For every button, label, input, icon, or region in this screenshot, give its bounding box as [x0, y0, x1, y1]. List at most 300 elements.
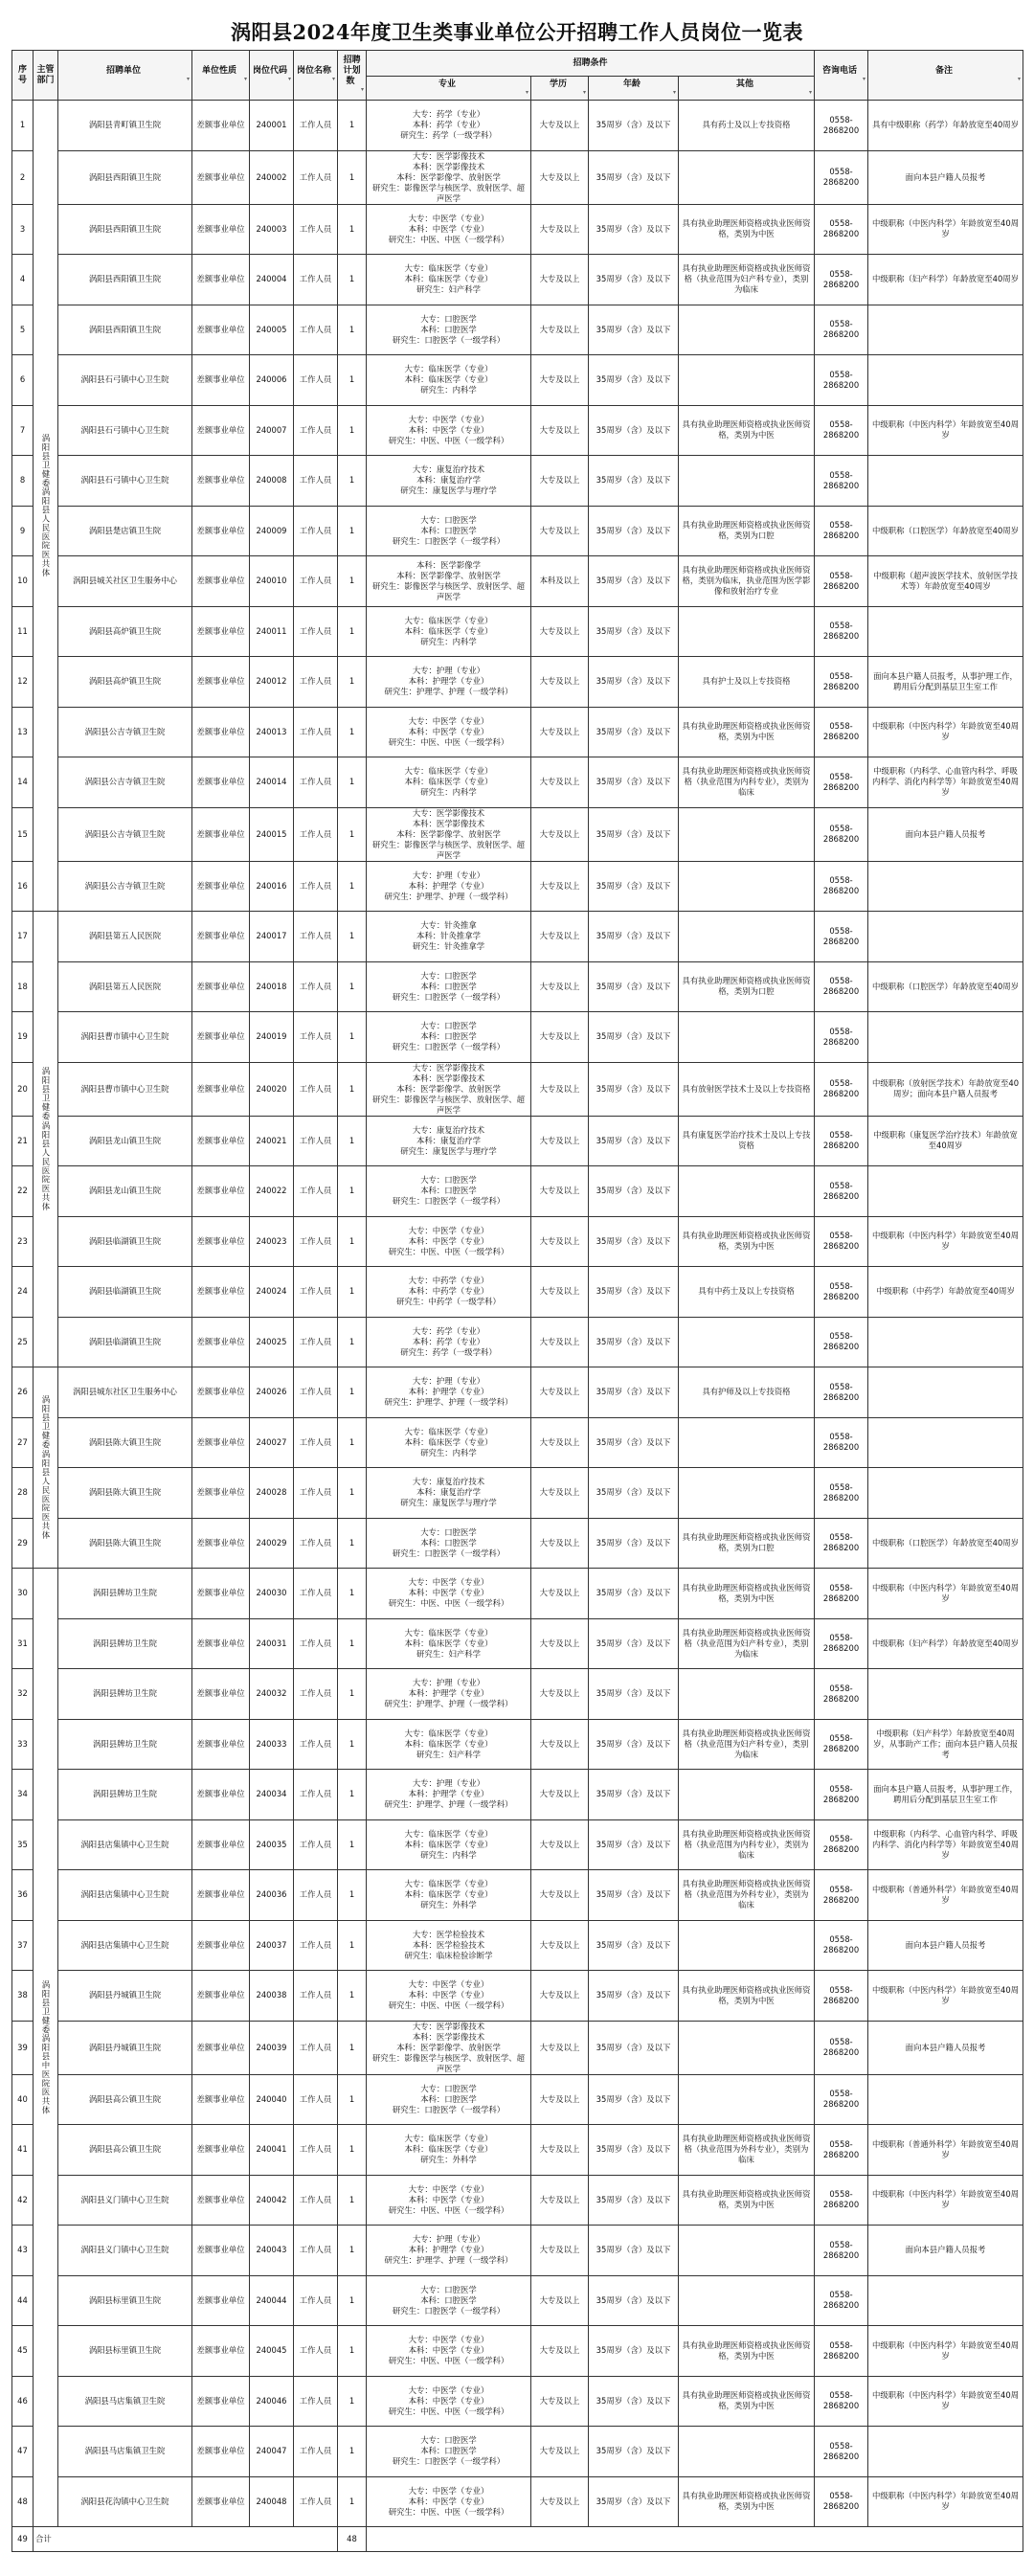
row-code: 240032 — [250, 1669, 294, 1720]
row-note — [868, 861, 1023, 912]
header-code[interactable] — [250, 51, 294, 101]
table-row — [12, 2376, 1023, 2427]
row-plan: 1 — [338, 255, 367, 305]
row-other: 具有中药士及以上专技资格 — [679, 1267, 815, 1318]
row-edu: 大专及以上 — [531, 1719, 589, 1770]
total-label: 合计 — [34, 2527, 338, 2552]
dept-name: 涡阳县中医院医共体 — [41, 2033, 51, 2115]
row-age: 35周岁（含）及以下 — [589, 305, 679, 355]
filter-icon[interactable]: ▾ — [1018, 76, 1022, 82]
row-code: 240008 — [250, 456, 294, 507]
row-plan: 1 — [338, 912, 367, 962]
page-title: 涡阳县2024年度卫生类事业单位公开招聘工作人员岗位一览表 — [231, 20, 803, 44]
filter-icon[interactable]: ▾ — [331, 76, 335, 82]
row-nature: 差额事业单位 — [192, 1569, 250, 1619]
row-plan: 1 — [338, 861, 367, 912]
positions-table — [11, 50, 1023, 2552]
table-row — [12, 355, 1023, 406]
table-row — [12, 1012, 1023, 1063]
filter-icon[interactable]: ▾ — [287, 76, 291, 82]
row-other: 具有执业助理医师资格或执业医师资格，类别为中医 — [679, 2476, 815, 2527]
header-tel-label: 咨询电话 — [822, 66, 858, 76]
row-seq: 46 — [12, 2376, 34, 2427]
header-edu[interactable] — [531, 77, 589, 101]
table-row — [12, 1920, 1023, 1971]
header-plan-label: 招聘计划数 — [343, 56, 361, 86]
row-post: 工作人员 — [294, 1920, 338, 1971]
row-other: 具有执业助理医师资格或执业医师资格，类别为中医 — [679, 2376, 815, 2427]
row-unit: 涡阳县公吉寺镇卫生院 — [58, 757, 192, 808]
row-seq: 47 — [12, 2427, 34, 2477]
row-nature: 差额事业单位 — [192, 1317, 250, 1367]
row-tel: 0558-2868200 — [815, 1569, 868, 1619]
row-post: 工作人员 — [294, 1166, 338, 1217]
dept-label: 涡阳县卫健委 — [41, 1395, 51, 1450]
row-code: 240038 — [250, 1971, 294, 2022]
row-age: 35周岁（含）及以下 — [589, 1116, 679, 1166]
row-edu: 大专及以上 — [531, 1216, 589, 1267]
filter-icon[interactable]: ▾ — [186, 76, 190, 82]
row-age: 35周岁（含）及以下 — [589, 1267, 679, 1318]
row-tel: 0558-2868200 — [815, 456, 868, 507]
table-row — [12, 1468, 1023, 1519]
dept-label: 涡阳县卫健委 — [41, 1067, 51, 1121]
row-major: 大专：护理（专业） 本科：护理学（专业） 研究生：护理学、护理（一级学科） — [367, 657, 531, 708]
row-nature: 差额事业单位 — [192, 1618, 250, 1669]
row-other: 具有执业助理医师资格或执业医师资格，类别为中医 — [679, 2175, 815, 2226]
row-unit: 涡阳县陈大镇卫生院 — [58, 1518, 192, 1569]
row-other — [679, 2021, 815, 2074]
row-tel: 0558-2868200 — [815, 1166, 868, 1217]
row-plan: 1 — [338, 606, 367, 657]
row-seq: 27 — [12, 1417, 34, 1468]
row-age: 35周岁（含）及以下 — [589, 2175, 679, 2226]
row-code: 240028 — [250, 1468, 294, 1519]
row-major: 大专：临床医学（专业） 本科：临床医学（专业） 研究生：妇产科学 — [367, 1618, 531, 1669]
filter-icon[interactable]: ▾ — [809, 88, 813, 96]
row-note: 具有中级职称（药学）年龄放宽至40周岁 — [868, 101, 1023, 151]
row-note — [868, 456, 1023, 507]
row-edu: 大专及以上 — [531, 456, 589, 507]
row-tel: 0558-2868200 — [815, 1870, 868, 1921]
row-nature: 差额事业单位 — [192, 657, 250, 708]
row-age: 35周岁（含）及以下 — [589, 2074, 679, 2125]
row-note — [868, 305, 1023, 355]
row-edu: 大专及以上 — [531, 912, 589, 962]
row-tel: 0558-2868200 — [815, 1518, 868, 1569]
row-seq: 41 — [12, 2125, 34, 2176]
row-code: 240020 — [250, 1062, 294, 1116]
row-plan: 1 — [338, 1267, 367, 1318]
row-other: 具有执业助理医师资格或执业医师资格，类别为中医 — [679, 1216, 815, 1267]
row-post: 工作人员 — [294, 556, 338, 607]
row-other: 具有护师及以上专技资格 — [679, 1367, 815, 1418]
row-note: 中级职称（妇产科学）年龄放宽至40周岁 — [868, 1618, 1023, 1669]
row-other: 具有执业助理医师资格或执业医师资格，类别为中医 — [679, 1569, 815, 1619]
total-row — [12, 2527, 1023, 2552]
dept-cell — [34, 101, 58, 912]
row-post: 工作人员 — [294, 1216, 338, 1267]
row-code: 240039 — [250, 2021, 294, 2074]
row-plan: 1 — [338, 556, 367, 607]
row-plan: 1 — [338, 2021, 367, 2074]
row-code: 240048 — [250, 2476, 294, 2527]
row-tel: 0558-2868200 — [815, 1062, 868, 1116]
row-post: 工作人员 — [294, 1870, 338, 1921]
row-seq: 23 — [12, 1216, 34, 1267]
table-row — [12, 101, 1023, 151]
row-major: 大专：护理（专业） 本科：护理学（专业） 研究生：护理学、护理（一级学科） — [367, 1770, 531, 1820]
filter-icon[interactable]: ▾ — [672, 88, 676, 96]
row-seq: 4 — [12, 255, 34, 305]
row-unit: 涡阳县牌坊卫生院 — [58, 1719, 192, 1770]
row-note: 中级职称（中医内科学）年龄放宽至40周岁 — [868, 204, 1023, 255]
row-age: 35周岁（含）及以下 — [589, 707, 679, 757]
row-unit: 涡阳县花沟镇中心卫生院 — [58, 2476, 192, 2527]
row-post: 工作人员 — [294, 2275, 338, 2326]
row-post: 工作人员 — [294, 1468, 338, 1519]
row-tel: 0558-2868200 — [815, 1317, 868, 1367]
row-other — [679, 150, 815, 204]
row-major: 大专：中医学（专业） 本科：中医学（专业） 研究生：中医、中医（一级学科） — [367, 707, 531, 757]
table-row — [12, 2427, 1023, 2477]
row-seq: 11 — [12, 606, 34, 657]
table-row — [12, 1669, 1023, 1720]
header-post[interactable] — [294, 51, 338, 101]
row-major: 大专：护理（专业） 本科：护理学（专业） 研究生：护理学、护理（一级学科） — [367, 1367, 531, 1418]
row-age: 35周岁（含）及以下 — [589, 2376, 679, 2427]
row-post: 工作人员 — [294, 2226, 338, 2276]
row-other — [679, 1468, 815, 1519]
row-major: 大专：口腔医学 本科：口腔医学 研究生：口腔医学（一级学科） — [367, 961, 531, 1012]
row-note: 中级职称（中医内科学）年龄放宽至40周岁 — [868, 2376, 1023, 2427]
row-post: 工作人员 — [294, 961, 338, 1012]
row-major: 大专：口腔医学 本科：口腔医学 研究生：口腔医学（一级学科） — [367, 1012, 531, 1063]
row-post: 工作人员 — [294, 506, 338, 556]
row-tel: 0558-2868200 — [815, 556, 868, 607]
row-post: 工作人员 — [294, 1819, 338, 1870]
row-other — [679, 1920, 815, 1971]
table-row — [12, 1216, 1023, 1267]
row-other: 具有执业助理医师资格或执业医师资格（执业范围为妇产科专业），类别为临床 — [679, 1618, 815, 1669]
row-post: 工作人员 — [294, 1062, 338, 1116]
header-edu-label: 学历 — [549, 79, 567, 89]
row-major: 大专：护理（专业） 本科：护理学（专业） 研究生：护理学、护理（一级学科） — [367, 2226, 531, 2276]
row-nature: 差额事业单位 — [192, 150, 250, 204]
table-row — [12, 1569, 1023, 1619]
row-seq: 30 — [12, 1569, 34, 1619]
row-edu: 大专及以上 — [531, 2226, 589, 2276]
row-age: 35周岁（含）及以下 — [589, 1870, 679, 1921]
row-nature: 差额事业单位 — [192, 2275, 250, 2326]
row-major: 大专：医学影像技术 本科：医学影像技术 本科：医学影像学、放射医学 研究生：影像医学与核医学、放射医学、超声医学 — [367, 2021, 531, 2074]
row-edu: 大专及以上 — [531, 355, 589, 406]
row-code: 240013 — [250, 707, 294, 757]
row-note — [868, 2275, 1023, 2326]
row-other: 具有执业助理医师资格或执业医师资格，类别为中医 — [679, 204, 815, 255]
row-post: 工作人员 — [294, 1770, 338, 1820]
row-age: 35周岁（含）及以下 — [589, 1367, 679, 1418]
row-major: 大专：康复治疗技术 本科：康复治疗学 研究生：康复医学与理疗学 — [367, 1468, 531, 1519]
row-age: 35周岁（含）及以下 — [589, 961, 679, 1012]
row-age: 35周岁（含）及以下 — [589, 657, 679, 708]
filter-icon[interactable]: ▾ — [525, 88, 528, 96]
row-tel: 0558-2868200 — [815, 305, 868, 355]
row-seq: 16 — [12, 861, 34, 912]
row-edu: 大专及以上 — [531, 1518, 589, 1569]
row-age: 35周岁（含）及以下 — [589, 1819, 679, 1870]
row-code: 240047 — [250, 2427, 294, 2477]
row-nature: 差额事业单位 — [192, 807, 250, 861]
row-post: 工作人员 — [294, 2175, 338, 2226]
row-post: 工作人员 — [294, 101, 338, 151]
row-plan: 1 — [338, 1819, 367, 1870]
row-post: 工作人员 — [294, 606, 338, 657]
row-plan: 1 — [338, 355, 367, 406]
row-tel: 0558-2868200 — [815, 961, 868, 1012]
row-post: 工作人员 — [294, 2326, 338, 2377]
table-row — [12, 606, 1023, 657]
row-plan: 1 — [338, 305, 367, 355]
row-code: 240003 — [250, 204, 294, 255]
row-nature: 差额事业单位 — [192, 1417, 250, 1468]
row-code: 240041 — [250, 2125, 294, 2176]
row-edu: 大专及以上 — [531, 1367, 589, 1418]
row-note: 面向本县户籍人员报考，从事护理工作，聘用后分配到基层卫生室工作 — [868, 657, 1023, 708]
row-nature: 差额事业单位 — [192, 912, 250, 962]
row-other: 具有执业助理医师资格或执业医师资格，类别为中医 — [679, 2326, 815, 2377]
row-unit: 涡阳县西阳镇卫生院 — [58, 150, 192, 204]
row-plan: 1 — [338, 2376, 367, 2427]
row-other: 具有执业助理医师资格或执业医师资格，类别为临床，执业范围为医学影像和放射治疗专业 — [679, 556, 815, 607]
row-nature: 差额事业单位 — [192, 1468, 250, 1519]
table-row — [12, 2175, 1023, 2226]
filter-icon[interactable]: ▾ — [360, 86, 364, 93]
header-row — [12, 51, 1023, 77]
row-other — [679, 2074, 815, 2125]
table-row — [12, 1166, 1023, 1217]
row-seq: 21 — [12, 1116, 34, 1166]
row-post: 工作人员 — [294, 305, 338, 355]
row-code: 240024 — [250, 1267, 294, 1318]
table-row — [12, 456, 1023, 507]
row-post: 工作人员 — [294, 204, 338, 255]
row-tel: 0558-2868200 — [815, 1971, 868, 2022]
row-other — [679, 305, 815, 355]
table-row — [12, 2021, 1023, 2074]
row-plan: 1 — [338, 1518, 367, 1569]
table-row — [12, 1116, 1023, 1166]
table-row — [12, 1971, 1023, 2022]
row-post: 工作人员 — [294, 2021, 338, 2074]
row-plan: 1 — [338, 1317, 367, 1367]
row-edu: 大专及以上 — [531, 150, 589, 204]
filter-icon[interactable]: ▾ — [863, 76, 866, 82]
row-major: 大专：中医学（专业） 本科：中医学（专业） 研究生：中医、中医（一级学科） — [367, 2376, 531, 2427]
dept-name: 涡阳县人民医院医共体 — [41, 1120, 51, 1211]
table-row — [12, 961, 1023, 1012]
row-unit: 涡阳县标里镇卫生院 — [58, 2326, 192, 2377]
row-plan: 1 — [338, 1719, 367, 1770]
row-unit: 涡阳县石弓镇中心卫生院 — [58, 456, 192, 507]
header-major[interactable] — [367, 77, 531, 101]
row-note: 面向本县户籍人员报考，从事护理工作，聘用后分配到基层卫生室工作 — [868, 1770, 1023, 1820]
row-post: 工作人员 — [294, 405, 338, 456]
row-seq: 25 — [12, 1317, 34, 1367]
row-plan: 1 — [338, 2175, 367, 2226]
header-age-label: 年龄 — [622, 79, 641, 89]
row-plan: 1 — [338, 961, 367, 1012]
row-seq: 18 — [12, 961, 34, 1012]
row-nature: 差额事业单位 — [192, 204, 250, 255]
row-post: 工作人员 — [294, 657, 338, 708]
row-unit: 涡阳县石弓镇中心卫生院 — [58, 405, 192, 456]
row-code: 240006 — [250, 355, 294, 406]
row-code: 240002 — [250, 150, 294, 204]
row-age: 35周岁（含）及以下 — [589, 1920, 679, 1971]
row-note: 中级职称（中医内科学）年龄放宽至40周岁 — [868, 1971, 1023, 2022]
header-code-label: 岗位代码 — [252, 66, 287, 76]
row-nature: 差额事业单位 — [192, 1367, 250, 1418]
row-age: 35周岁（含）及以下 — [589, 1518, 679, 1569]
row-nature: 差额事业单位 — [192, 1267, 250, 1318]
row-note: 中级职称（内科学、心血管内科学、呼吸内科学、消化内科学等）年龄放宽至40周岁 — [868, 1819, 1023, 1870]
row-nature: 差额事业单位 — [192, 456, 250, 507]
row-code: 240029 — [250, 1518, 294, 1569]
row-seq: 38 — [12, 1971, 34, 2022]
row-tel: 0558-2868200 — [815, 1819, 868, 1870]
row-seq: 13 — [12, 707, 34, 757]
table-row — [12, 861, 1023, 912]
dept-name: 涡阳县人民医院医共体 — [41, 487, 51, 578]
table-row — [12, 1618, 1023, 1669]
row-post: 工作人员 — [294, 2125, 338, 2176]
header-unit[interactable] — [58, 51, 192, 101]
header-nature[interactable] — [192, 51, 250, 101]
row-code: 240046 — [250, 2376, 294, 2427]
row-major: 大专：临床医学（专业） 本科：临床医学（专业） 研究生：内科学 — [367, 1417, 531, 1468]
filter-icon[interactable]: ▾ — [582, 88, 586, 96]
row-note: 中级职称（中医内科学）年龄放宽至40周岁 — [868, 1216, 1023, 1267]
row-note: 中级职称（中药学）年龄放宽至40周岁 — [868, 1267, 1023, 1318]
row-unit: 涡阳县临湖镇卫生院 — [58, 1317, 192, 1367]
row-note: 中级职称（中医内科学）年龄放宽至40周岁 — [868, 2476, 1023, 2527]
row-age: 35周岁（含）及以下 — [589, 861, 679, 912]
row-code: 240022 — [250, 1166, 294, 1217]
row-unit: 涡阳县临湖镇卫生院 — [58, 1216, 192, 1267]
row-plan: 1 — [338, 2226, 367, 2276]
header-other[interactable] — [679, 77, 815, 101]
row-unit: 涡阳县牌坊卫生院 — [58, 1618, 192, 1669]
row-post: 工作人员 — [294, 150, 338, 204]
row-nature: 差额事业单位 — [192, 2125, 250, 2176]
row-plan: 1 — [338, 1062, 367, 1116]
row-other: 具有执业助理医师资格或执业医师资格，类别为口腔 — [679, 506, 815, 556]
row-seq: 14 — [12, 757, 34, 808]
header-age[interactable] — [589, 77, 679, 101]
table-row — [12, 807, 1023, 861]
row-edu: 大专及以上 — [531, 1920, 589, 1971]
row-major: 大专：口腔医学 本科：口腔医学 研究生：口腔医学（一级学科） — [367, 2074, 531, 2125]
row-nature: 差额事业单位 — [192, 1669, 250, 1720]
row-post: 工作人员 — [294, 1317, 338, 1367]
row-plan: 1 — [338, 1920, 367, 1971]
row-tel: 0558-2868200 — [815, 1216, 868, 1267]
table-row — [12, 556, 1023, 607]
row-plan: 1 — [338, 204, 367, 255]
filter-icon[interactable]: ▾ — [243, 76, 247, 82]
row-plan: 1 — [338, 2275, 367, 2326]
row-edu: 大专及以上 — [531, 101, 589, 151]
row-nature: 差额事业单位 — [192, 757, 250, 808]
row-major: 大专：康复治疗技术 本科：康复治疗学 研究生：康复医学与理疗学 — [367, 1116, 531, 1166]
header-note[interactable] — [868, 51, 1023, 101]
row-major: 大专：临床医学（专业） 本科：临床医学（专业） 研究生：外科学 — [367, 1870, 531, 1921]
row-seq: 7 — [12, 405, 34, 456]
row-age: 35周岁（含）及以下 — [589, 1770, 679, 1820]
row-seq: 2 — [12, 150, 34, 204]
row-age: 35周岁（含）及以下 — [589, 1971, 679, 2022]
row-age: 35周岁（含）及以下 — [589, 2125, 679, 2176]
row-age: 35周岁（含）及以下 — [589, 101, 679, 151]
row-unit: 涡阳县龙山镇卫生院 — [58, 1166, 192, 1217]
row-code: 240030 — [250, 1569, 294, 1619]
row-post: 工作人员 — [294, 757, 338, 808]
row-unit: 涡阳县城关社区卫生服务中心 — [58, 556, 192, 607]
row-age: 35周岁（含）及以下 — [589, 2021, 679, 2074]
row-tel: 0558-2868200 — [815, 1468, 868, 1519]
header-tel[interactable] — [815, 51, 868, 101]
row-seq: 6 — [12, 355, 34, 406]
row-other — [679, 1317, 815, 1367]
row-other — [679, 2427, 815, 2477]
row-major: 大专：医学检验技术 本科：医学检验技术 研究生：临床检验诊断学 — [367, 1920, 531, 1971]
row-age: 35周岁（含）及以下 — [589, 405, 679, 456]
row-edu: 大专及以上 — [531, 757, 589, 808]
row-other: 具有护士及以上专技资格 — [679, 657, 815, 708]
row-unit: 涡阳县陈大镇卫生院 — [58, 1417, 192, 1468]
row-age: 35周岁（含）及以下 — [589, 1669, 679, 1720]
row-note: 中级职称（妇产科学）年龄放宽至40周岁 — [868, 255, 1023, 305]
row-nature: 差额事业单位 — [192, 255, 250, 305]
row-major: 大专：医学影像技术 本科：医学影像技术 本科：医学影像学、放射医学 研究生：影像医学与核医学、放射医学、超声医学 — [367, 1062, 531, 1116]
row-edu: 大专及以上 — [531, 606, 589, 657]
row-edu: 大专及以上 — [531, 1012, 589, 1063]
row-code: 240018 — [250, 961, 294, 1012]
row-seq: 19 — [12, 1012, 34, 1063]
row-code: 240027 — [250, 1417, 294, 1468]
row-age: 35周岁（含）及以下 — [589, 1062, 679, 1116]
header-plan[interactable] — [338, 51, 367, 101]
table-row — [12, 757, 1023, 808]
row-nature: 差额事业单位 — [192, 2427, 250, 2477]
row-unit: 涡阳县马店集镇卫生院 — [58, 2376, 192, 2427]
row-edu: 大专及以上 — [531, 2326, 589, 2377]
row-other: 具有放射医学技术士及以上专技资格 — [679, 1062, 815, 1116]
row-seq: 20 — [12, 1062, 34, 1116]
row-note: 面向本县户籍人员报考 — [868, 2226, 1023, 2276]
row-code: 240010 — [250, 556, 294, 607]
row-note: 面向本县户籍人员报考 — [868, 2021, 1023, 2074]
row-plan: 1 — [338, 807, 367, 861]
table-row — [12, 2326, 1023, 2377]
row-nature: 差额事业单位 — [192, 2021, 250, 2074]
row-unit: 涡阳县西阳镇卫生院 — [58, 255, 192, 305]
table-row — [12, 405, 1023, 456]
row-major: 大专：临床医学（专业） 本科：临床医学（专业） 研究生：外科学 — [367, 2125, 531, 2176]
row-unit: 涡阳县义门镇中心卫生院 — [58, 2226, 192, 2276]
row-age: 35周岁（含）及以下 — [589, 912, 679, 962]
